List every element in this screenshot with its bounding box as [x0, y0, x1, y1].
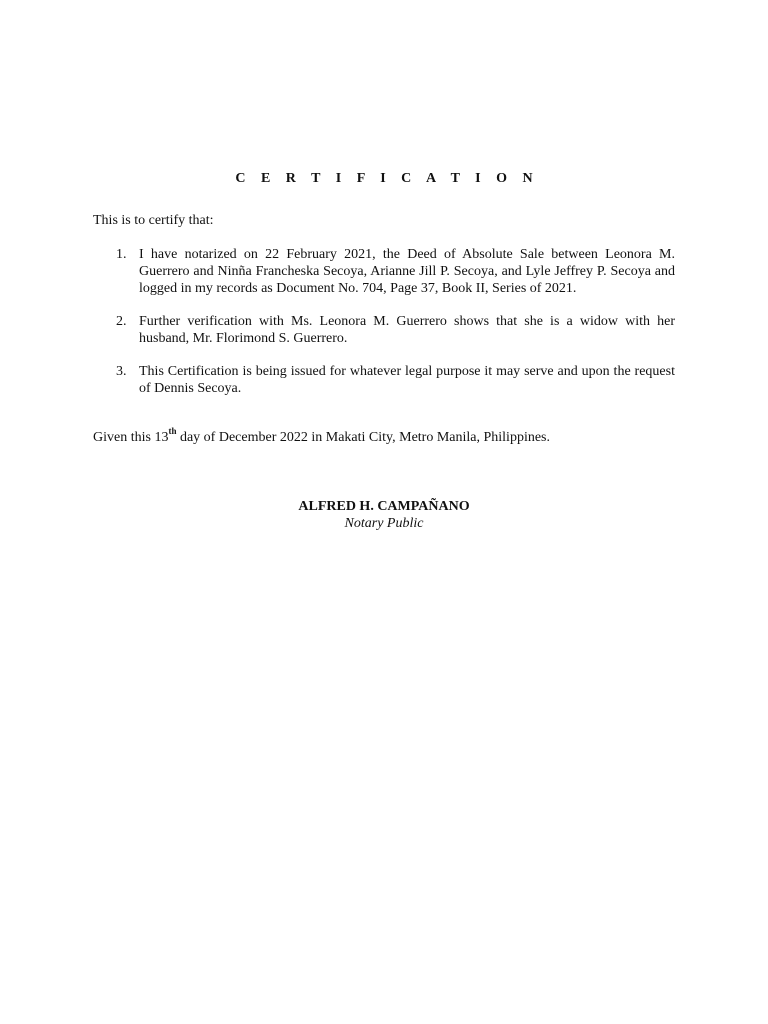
signatory-name: ALFRED H. CAMPAÑANO — [298, 499, 470, 514]
list-item-number: 1. — [116, 247, 127, 262]
given-date-line — [93, 426, 550, 446]
given-rest: day of December 2022 in Makati City, Metro Manila, Philippines. — [176, 430, 550, 445]
list-item-text: Further verification with Ms. Leonora M. Guerrero shows that she is a widow with her husband, Mr. Florimond S. Guerrero. — [139, 314, 675, 346]
list-item — [93, 246, 675, 297]
certification-list — [93, 246, 675, 413]
given-prefix: Given this 13 — [93, 430, 169, 445]
list-item — [93, 313, 675, 347]
intro-text: This is to certify that: — [93, 213, 214, 228]
given-ordinal-suffix: th — [168, 426, 177, 437]
list-item — [93, 363, 675, 397]
signatory-role: Notary Public — [344, 516, 424, 531]
list-item-number: 2. — [116, 314, 127, 329]
document-title: C E R T I F I C A T I O N — [235, 171, 539, 186]
list-item-number: 3. — [116, 364, 127, 379]
list-item-text: This Certification is being issued for whatever legal purpose it may serve and upon the request of Dennis Secoya. — [139, 364, 675, 396]
list-item-text: I have notarized on 22 February 2021, the Deed of Absolute Sale between Leonora M. Guerrero and Ninña Francheska Secoya, Arianne Jill P. Secoya, and Lyle Jeffrey P. Secoya and logged in my records as Document No. 704, Page 37, Book II, Series of 2021. — [139, 247, 675, 296]
